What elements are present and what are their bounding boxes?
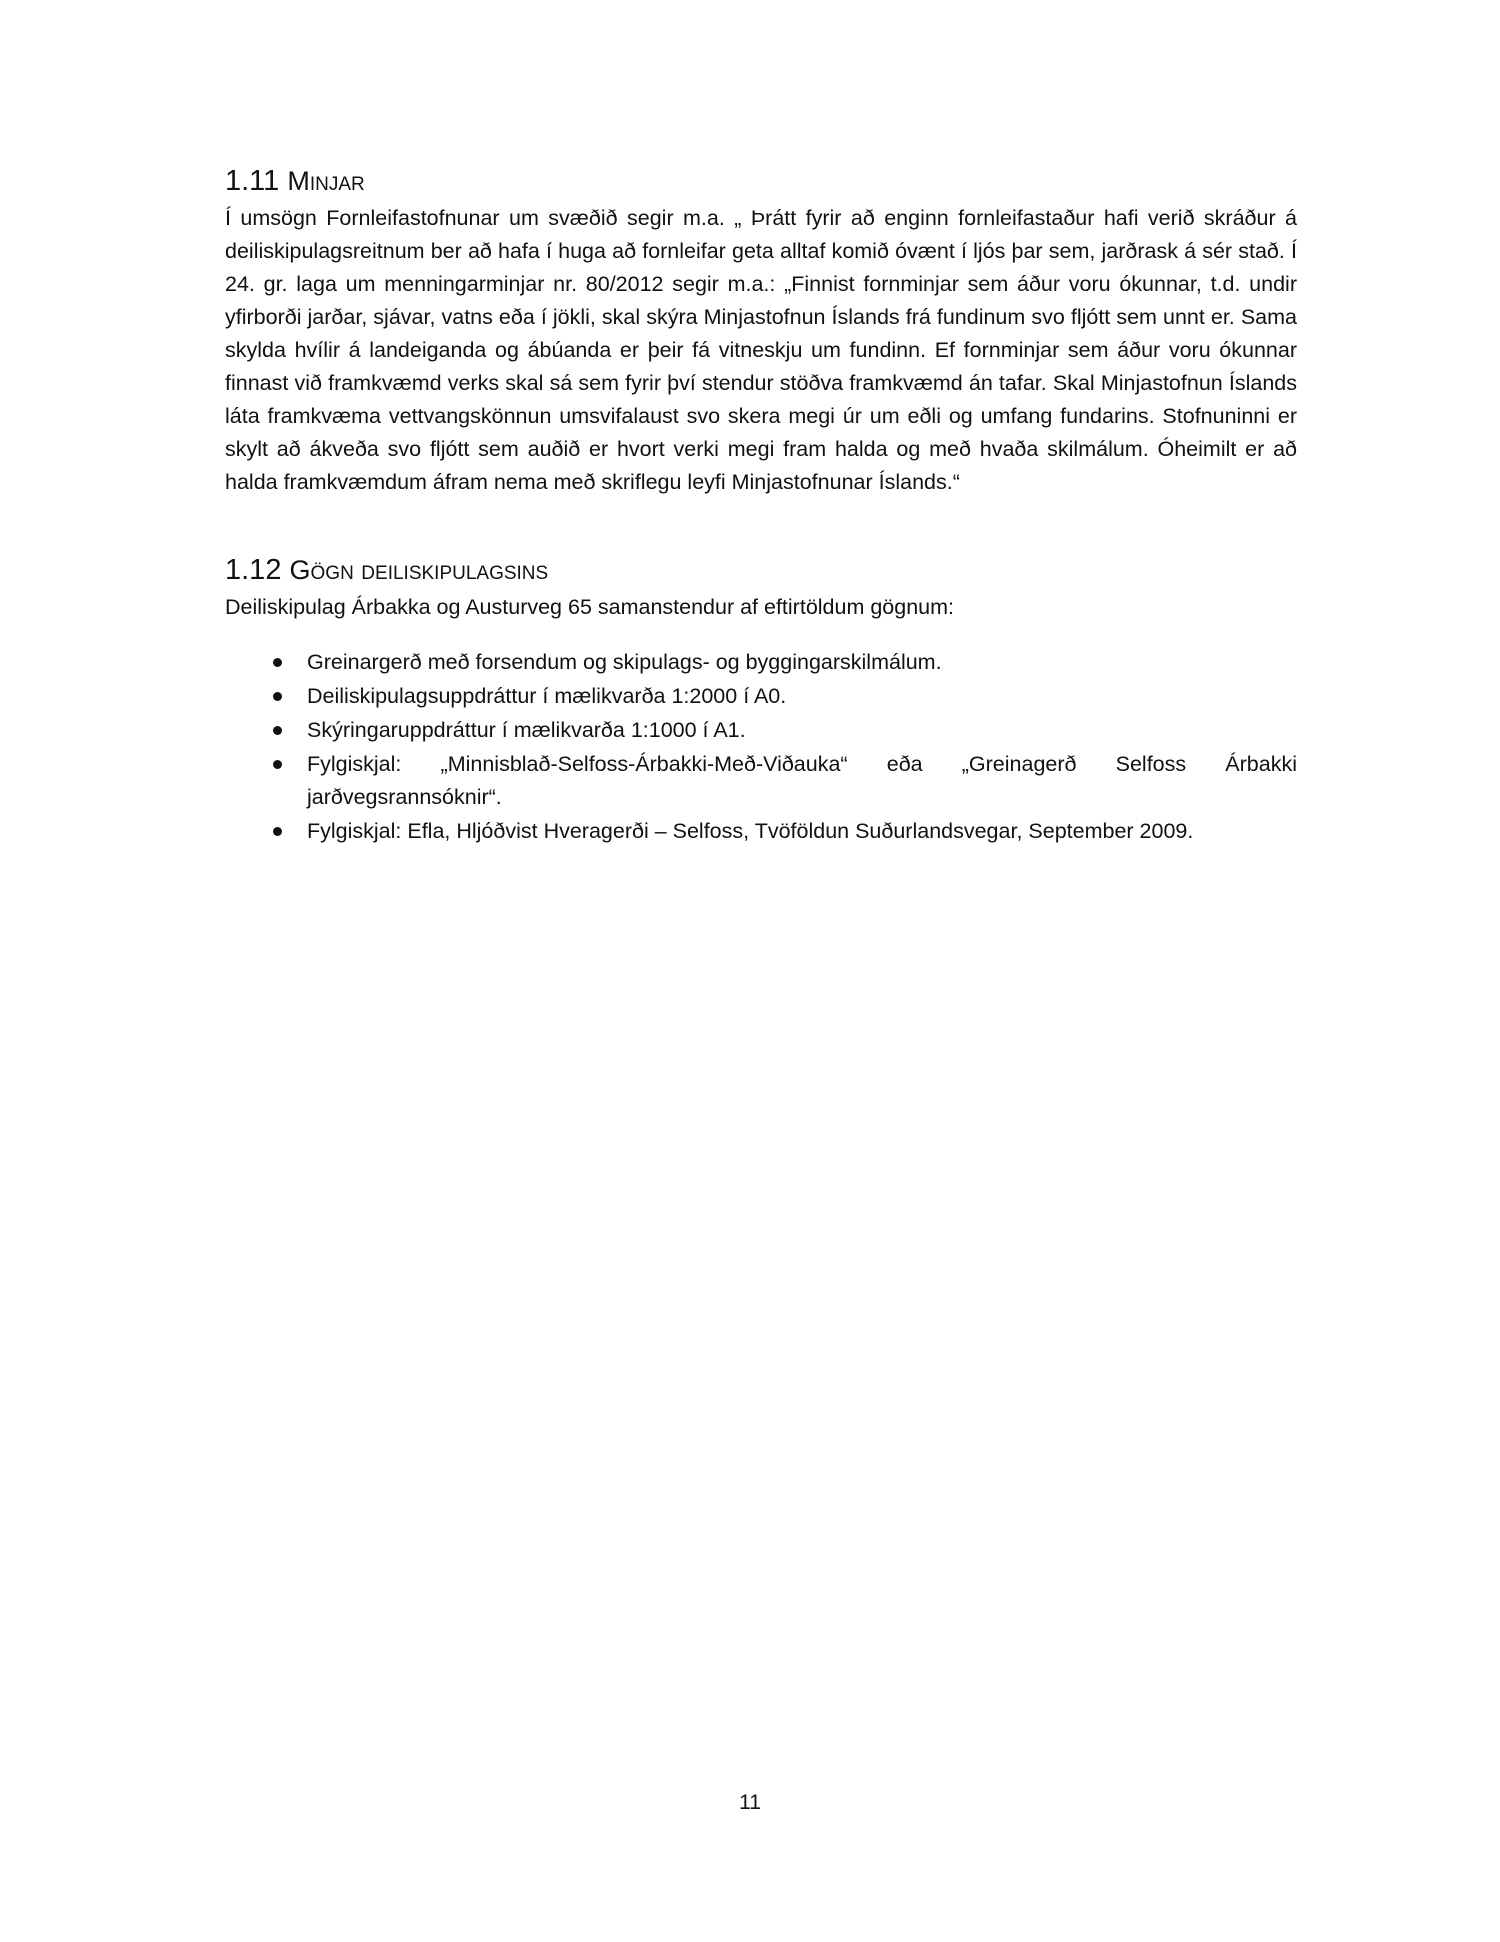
section-intro: Deiliskipulag Árbakka og Austurveg 65 samanstendur af eftirtöldum gögnum: <box>225 595 955 619</box>
bullet-icon <box>273 726 282 735</box>
section-minjar <box>225 160 1297 499</box>
section-number: 1.12 <box>225 554 282 586</box>
bullet-icon <box>273 827 282 836</box>
list-item-text: Fylgiskjal: „Minnisblað-Selfoss-Árbakki-Með-Viðauka“ eða „Greinagerð Selfoss Árbakki jarðvegsrannsóknir“. <box>307 752 1297 809</box>
section-heading-gogn <box>225 549 1297 591</box>
page-number: 11 <box>739 1791 761 1814</box>
list-item <box>225 680 1297 713</box>
bullet-icon <box>273 760 282 769</box>
section-title: Gögn deiliskipulagsins <box>289 555 549 585</box>
section-heading-minjar <box>225 160 1297 202</box>
list-item-text: Skýringaruppdráttur í mælikvarða 1:1000 í A1. <box>307 718 746 742</box>
list-item-text: Fylgiskjal: Efla, Hljóðvist Hveragerði – Selfoss, Tvöföldun Suðurlandsvegar, September 2009. <box>307 819 1194 843</box>
list-item <box>225 748 1297 814</box>
bullet-icon <box>273 658 282 667</box>
section-title: Minjar <box>287 166 365 196</box>
list-item-text: Greinargerð með forsendum og skipulags- og byggingarskilmálum. <box>307 650 942 674</box>
list-item <box>225 714 1297 747</box>
bullet-icon <box>273 692 282 701</box>
list-item <box>225 815 1297 848</box>
section-paragraph: Í umsögn Fornleifastofnunar um svæðið segir m.a. „ Þrátt fyrir að enginn fornleifastaður hafi verið skráður á deiliskipulagsreitnum ber að hafa í huga að fornleifar geta alltaf komið óvænt í ljós þar sem, jarðrask á sér stað. Í 24. gr. laga um menningarminjar nr. 80/2012 segir m.a.: „Finnist fornminjar sem áður voru ókunnar, t.d. undir yfirborði jarðar, sjávar, vatns eða í jökli, skal skýra Minjastofnun Íslands frá fundinum svo fljótt sem unnt er. Sama skylda hvílir á landeiganda og ábúanda er þeir fá vitneskju um fundinn. Ef fornminjar sem áður voru ókunnar finnast við framkvæmd verks skal sá sem fyrir því stendur stöðva framkvæmd án tafar. Skal Minjastofnun Íslands láta framkvæma vettvangskönnun umsvifalaust svo skera megi úr um eðli og umfang fundarins. Stofnuninni er skylt að ákveða svo fljótt sem auðið er hvort verki megi fram halda og með hvaða skilmálum. Óheimilt er að halda framkvæmdum áfram nema með skriflegu leyfi Minjastofnunar Íslands.“ <box>225 206 1297 494</box>
list-item-text: Deiliskipulagsuppdráttur í mælikvarða 1:2000 í A0. <box>307 684 787 708</box>
section-gogn-deiliskipulagsins <box>225 549 1297 848</box>
page-content <box>225 160 1297 849</box>
document-list <box>225 646 1297 848</box>
section-number: 1.11 <box>225 165 280 197</box>
list-item <box>225 646 1297 679</box>
